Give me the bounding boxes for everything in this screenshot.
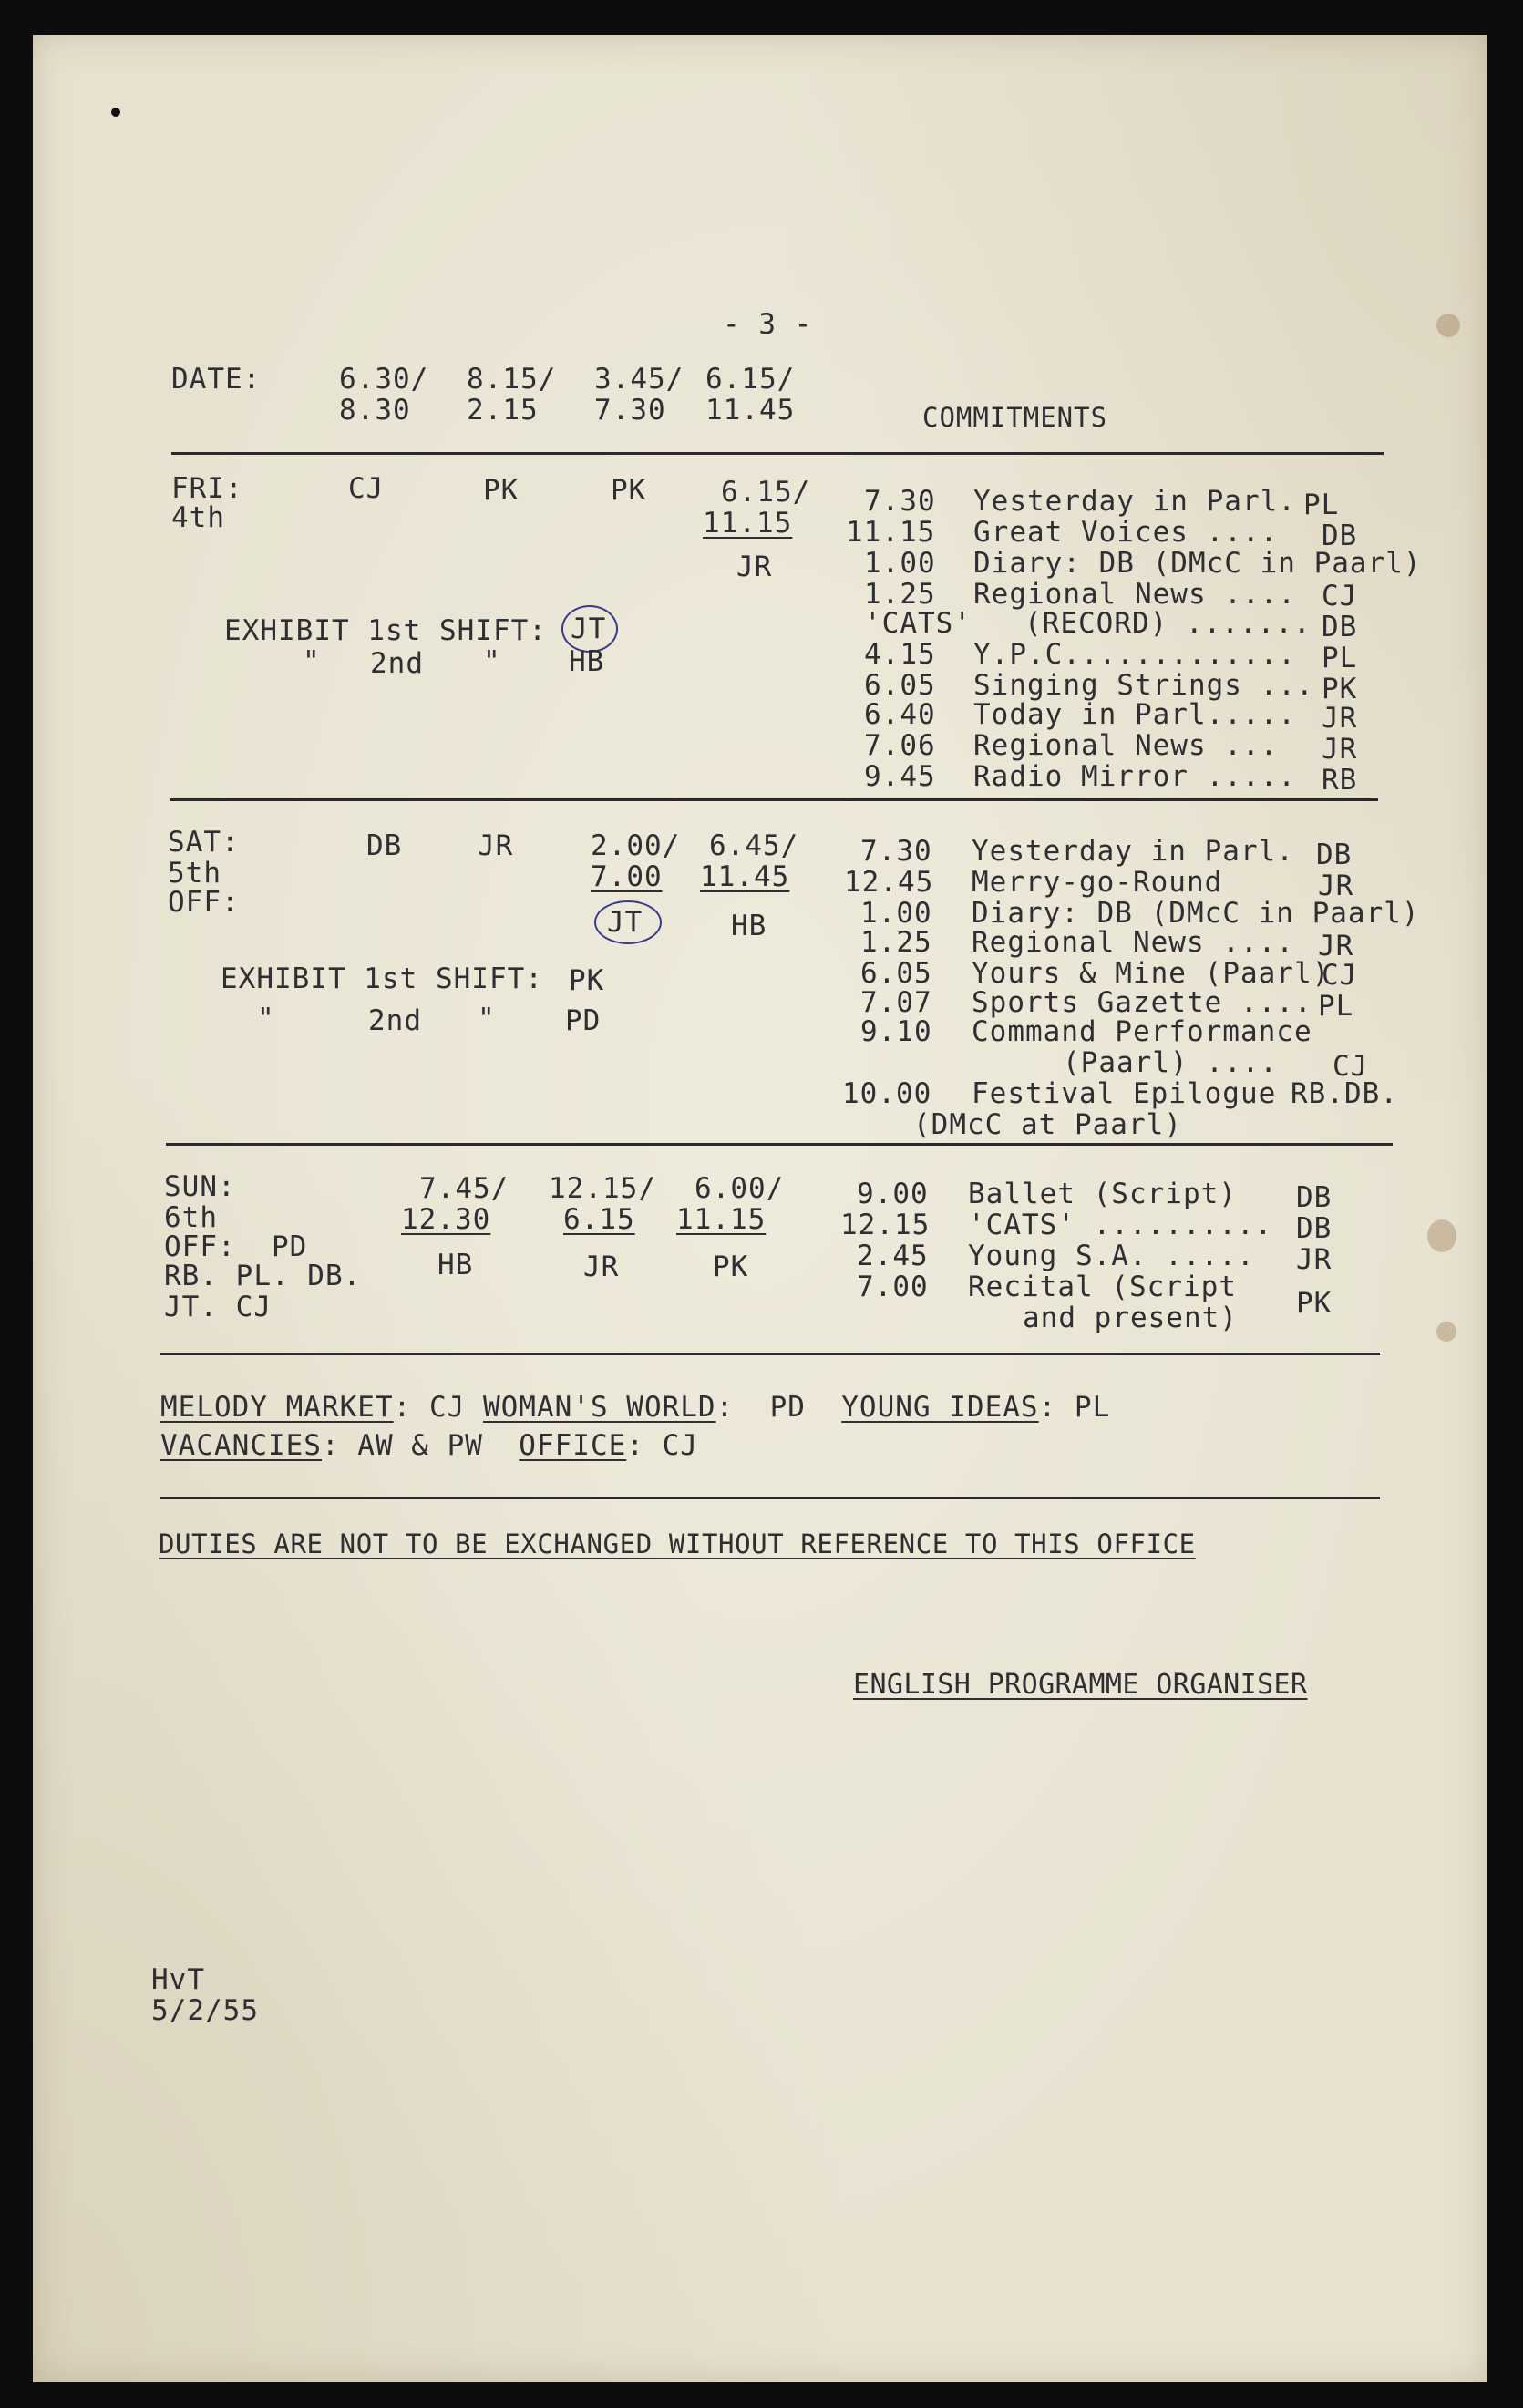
commitment-time: 9.00 <box>857 1178 929 1210</box>
stain <box>1427 1219 1456 1252</box>
commitment-time: 'CATS' <box>864 607 972 640</box>
sat-shift-4-start: 6.45/ <box>709 829 799 862</box>
commitment-person: PL <box>1303 489 1340 521</box>
commitment-time: 7.30 <box>860 835 932 868</box>
commitment-person: DB <box>1322 520 1358 552</box>
commitment-title: Merry-go-Round <box>972 866 1223 899</box>
commitment-title: 'CATS' .......... <box>968 1209 1273 1241</box>
fri-shift-3: PK <box>611 474 647 507</box>
typist-initials: HvT <box>151 1963 205 1996</box>
commitment-title: Festival Epilogue <box>972 1077 1277 1110</box>
sun-off-names: RB. PL. DB. <box>164 1260 362 1292</box>
shift-1-start: 6.30/ <box>339 363 429 396</box>
commitment-time: 1.25 <box>860 926 932 959</box>
commitment-time: 6.05 <box>864 669 936 702</box>
sun-shift-3-name: JR <box>583 1250 620 1283</box>
office-value: : CJ <box>626 1429 698 1462</box>
page-number: - 3 - <box>723 308 813 341</box>
sun-off: OFF: PD <box>164 1230 308 1263</box>
young-ideas-label: YOUNG IDEAS <box>841 1391 1039 1424</box>
sat-shift-4-end: 11.45 <box>700 860 790 893</box>
typed-page <box>33 35 1487 2382</box>
commitment-title: Regional News .... <box>972 926 1294 959</box>
sun-shift-2-name: HB <box>437 1249 474 1281</box>
sun-day: SUN: <box>164 1170 236 1203</box>
fri-shift-4-end: 11.15 <box>703 507 793 540</box>
commitment-time: 7.00 <box>857 1271 929 1303</box>
commitment-time: 1.00 <box>860 897 932 930</box>
sun-shift-2-end: 12.30 <box>401 1203 491 1236</box>
fri-date: 4th <box>171 501 225 534</box>
commitment-time: 12.15 <box>840 1209 931 1241</box>
commitment-title: Regional News .... <box>973 578 1296 611</box>
shift-4-start: 6.15/ <box>705 363 796 396</box>
sat-day: SAT: <box>168 826 240 859</box>
sun-off-names: JT. CJ <box>164 1291 272 1323</box>
commitment-person: JR <box>1322 702 1358 735</box>
sat-note: (DMcC at Paarl) <box>913 1108 1182 1141</box>
commitment-title: Radio Mirror ..... <box>973 760 1296 793</box>
sun-shift-4-end: 11.15 <box>676 1203 767 1236</box>
sat-exhibit-2-ditto: " <box>478 1003 496 1035</box>
ink-speck <box>111 108 120 117</box>
commitment-time: 1.25 <box>864 578 936 611</box>
shift-2-end: 2.15 <box>467 394 539 427</box>
commitment-title: Yours & Mine (Paarl) <box>972 957 1331 990</box>
fri-exhibit-2-name: HB <box>569 645 605 678</box>
date-label: DATE: <box>171 363 262 396</box>
commitment-time: 7.30 <box>864 485 936 518</box>
sun-shift-4-start: 6.00/ <box>695 1172 785 1205</box>
commitment-person: JR <box>1322 733 1358 766</box>
divider <box>170 798 1378 801</box>
commitment-title: Yesterday in Parl. <box>973 485 1296 518</box>
commitment-title: Great Voices .... <box>973 516 1279 549</box>
commitment-person: RB <box>1322 764 1358 797</box>
commitment-person: PK <box>1322 673 1358 705</box>
commitment-title: Regional News ... <box>973 729 1279 762</box>
commitment-person: DB <box>1296 1181 1333 1214</box>
commitment-person: DB <box>1322 611 1358 643</box>
commitment-time: 2.45 <box>857 1240 929 1272</box>
commitment-time: 7.07 <box>860 986 932 1019</box>
young-ideas-value: : PL <box>1038 1391 1111 1424</box>
commitment-person: JR <box>1296 1243 1333 1276</box>
sat-shift-3-name: JT <box>607 906 643 939</box>
pen-circle <box>594 900 662 944</box>
fri-exhibit-1-name: JT <box>571 612 607 645</box>
commitment-title: Ballet (Script) <box>968 1178 1237 1210</box>
commitment-person: JR <box>1318 930 1354 962</box>
commitment-person: PK <box>1296 1287 1333 1320</box>
assignments-line-1 <box>160 1393 1110 1423</box>
commitment-title: Sports Gazette .... <box>972 986 1312 1019</box>
commitment-title: (RECORD) ....... <box>1024 607 1312 640</box>
commitment-title: Recital (Script <box>968 1271 1237 1303</box>
commitment-title: Yesterday in Parl. <box>972 835 1294 868</box>
divider <box>171 452 1384 455</box>
womans-world-label: WOMAN'S WORLD <box>482 1391 716 1424</box>
duties-notice: DUTIES ARE NOT TO BE EXCHANGED WITHOUT REFERENCE TO THIS OFFICE <box>159 1528 1196 1559</box>
fri-shift-4-start: 6.15/ <box>721 476 811 509</box>
signature-title: ENGLISH PROGRAMME ORGANISER <box>853 1669 1308 1701</box>
sat-exhibit-2-name: PD <box>565 1004 602 1037</box>
commitment-person: CJ <box>1322 959 1358 992</box>
melody-market-value: : CJ <box>393 1391 466 1424</box>
sat-shift-4-name: HB <box>731 910 767 942</box>
commitment-person: DB <box>1316 839 1353 871</box>
shift-1-end: 8.30 <box>339 394 411 427</box>
fri-day: FRI: <box>171 472 243 505</box>
sun-date: 6th <box>164 1201 218 1234</box>
sat-exhibit-2-label: 2nd <box>368 1004 422 1037</box>
commitment-person: DB <box>1296 1212 1333 1245</box>
fri-shift-4-name: JR <box>736 551 773 583</box>
sat-shift-1: DB <box>366 829 403 862</box>
commitment-person: CJ <box>1322 580 1358 612</box>
commitment-title: Today in Parl..... <box>973 698 1296 731</box>
office-label: OFFICE <box>519 1429 627 1462</box>
sat-off: OFF: <box>168 886 240 919</box>
sun-shift-4-name: PK <box>713 1250 749 1283</box>
commitment-time: 6.05 <box>860 957 932 990</box>
commitment-person: PL <box>1322 642 1358 674</box>
commitment-time: 1.00 <box>864 547 936 580</box>
document-date: 5/2/55 <box>151 1994 259 2027</box>
commitment-title: Y.P.C............. <box>973 638 1296 671</box>
sat-exhibit-1-name: PK <box>569 964 605 997</box>
divider <box>160 1353 1380 1355</box>
vacancies-label: VACANCIES <box>160 1429 322 1462</box>
stain <box>1436 1322 1456 1342</box>
commitment-title: (Paarl) .... <box>1063 1046 1278 1079</box>
sun-shift-2-start: 7.45/ <box>419 1172 509 1205</box>
melody-market-label: MELODY MARKET <box>160 1391 394 1424</box>
commitment-title: Diary: DB (DMcC in Paarl) <box>973 547 1422 580</box>
fri-shift-1: CJ <box>348 472 385 505</box>
commitment-time: 10.00 <box>842 1077 932 1110</box>
sat-exhibit-1-label: EXHIBIT 1st SHIFT: <box>221 962 543 995</box>
shift-4-end: 11.45 <box>705 394 796 427</box>
sat-date: 5th <box>168 857 221 890</box>
commitment-time: 4.15 <box>864 638 936 671</box>
sun-shift-3-start: 12.15/ <box>549 1172 656 1205</box>
fri-exhibit-1-label: EXHIBIT 1st SHIFT: <box>224 614 547 647</box>
sat-shift-3-end: 7.00 <box>591 860 663 893</box>
commitment-time: 7.06 <box>864 729 936 762</box>
commitment-title: and present) <box>1023 1302 1238 1334</box>
commitment-time: 6.40 <box>864 698 936 731</box>
womans-world-value: : PD <box>715 1391 806 1424</box>
stain <box>1436 314 1460 337</box>
fri-exhibit-2-ditto: " <box>483 645 501 678</box>
commitment-time: 9.10 <box>860 1015 932 1048</box>
sun-shift-3-end: 6.15 <box>563 1203 635 1236</box>
commitment-title: Singing Strings ... <box>973 669 1314 702</box>
commitment-title: Diary: DB (DMcC in Paarl) <box>972 897 1420 930</box>
fri-shift-2: PK <box>483 474 520 507</box>
commitment-person: RB.DB. <box>1291 1077 1398 1110</box>
commitment-person: CJ <box>1333 1050 1369 1083</box>
commitment-person: PL <box>1318 990 1354 1023</box>
fri-exhibit-2-ditto: " <box>303 645 321 678</box>
vacancies-value: : AW & PW <box>321 1429 483 1462</box>
commitment-title: Command Performance <box>972 1015 1312 1048</box>
sat-shift-2: JR <box>478 829 514 862</box>
shift-3-end: 7.30 <box>594 394 666 427</box>
sat-shift-3-start: 2.00/ <box>591 829 681 862</box>
commitment-person: JR <box>1318 870 1354 902</box>
commitment-time: 12.45 <box>844 866 934 899</box>
assignments-line-2 <box>160 1431 698 1461</box>
commitments-heading: COMMITMENTS <box>922 402 1108 433</box>
commitment-time: 11.15 <box>846 516 936 549</box>
shift-2-start: 8.15/ <box>467 363 557 396</box>
fri-exhibit-2-label: 2nd <box>370 647 424 680</box>
commitment-time: 9.45 <box>864 760 936 793</box>
shift-3-start: 3.45/ <box>594 363 684 396</box>
divider <box>166 1143 1393 1146</box>
commitment-title: Young S.A. ..... <box>968 1240 1255 1272</box>
sat-exhibit-2-ditto: " <box>257 1003 275 1035</box>
divider <box>160 1497 1380 1499</box>
